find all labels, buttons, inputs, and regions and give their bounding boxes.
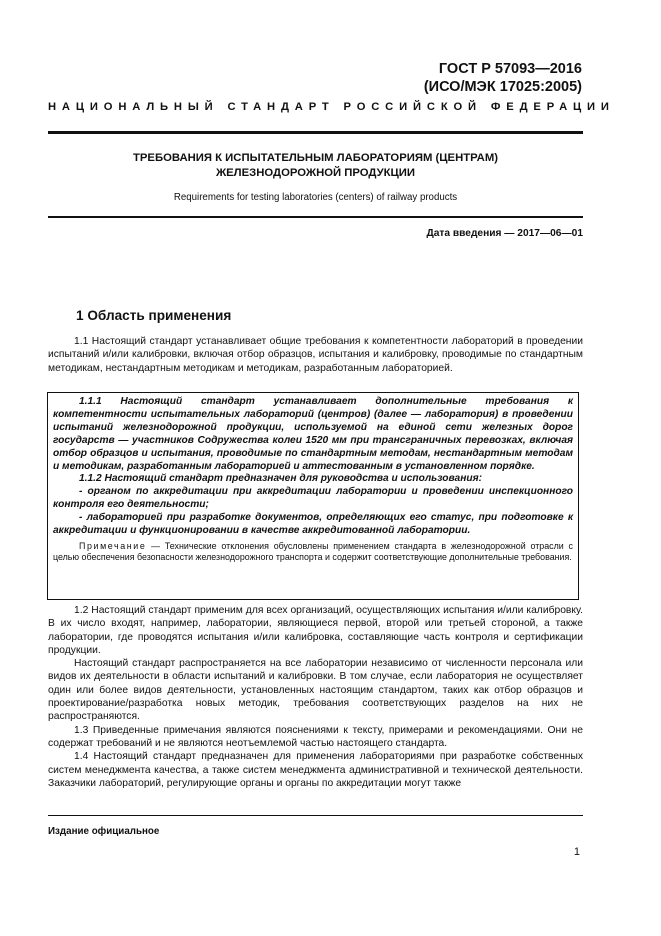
paragraph-1-4: 1.4 Настоящий стандарт предназначен для применения лабораториями при разработке собственных систем менеджмента качества, а также систем менеджмента административной и технической деятельности. Заказчики лабораторий, регулирующие органы и органы по аккредитации могут также: [48, 751, 583, 789]
effective-date: Дата введения — 2017—06—01: [426, 228, 583, 239]
national-standard-banner: НАЦИОНАЛЬНЫЙ СТАНДАРТ РОССИЙСКОЙ ФЕДЕРАЦИИ: [48, 101, 615, 113]
standard-designation: [424, 60, 582, 96]
note: [53, 541, 573, 563]
clauses-1-2-to-1-4: [48, 604, 583, 790]
note-text: — Технические отклонения обусловлены применением стандарта в железнодорожной отрасли с целью обеспечения безопасности железнодорожного транспорта и содержит соответствующие дополнительные требования.: [53, 540, 573, 563]
iso-equivalent: (ИСО/МЭК 17025:2005): [423, 79, 582, 95]
paragraph-1-1-2: 1.1.2 Настоящий стандарт предназначен для руководства и использования:: [79, 473, 482, 485]
title-line-2: ЖЕЛЕЗНОДОРОЖНОЙ ПРОДУКЦИИ: [215, 167, 416, 179]
section-heading: 1 Область применения: [76, 308, 232, 323]
clause-1-1: [48, 335, 583, 375]
paragraph-1-2: 1.2 Настоящий стандарт применим для всех организаций, осуществляющих испытания и/или калибровку. В их число входят, например, лаборатории, являющиеся первой, второй или третьей стороной, а также лаборатории, где проводятся испытания и/или калибровка, составляющие часть контроля и сертификации продукции.: [48, 605, 583, 656]
paragraph-1-3: 1.3 Приведенные примечания являются пояснениями к тексту, примерами и рекомендациями. Они не содержат требований и не являются неотъемлемой частью настоящего стандарта.: [48, 724, 583, 749]
english-title: Requirements for testing laboratories (centers) of railway products: [173, 192, 458, 203]
footer-divider: [48, 815, 583, 816]
bullet-accreditation-body: - органом по аккредитации при аккредитации лаборатории и проведении инспекционного контроля его деятельности;: [53, 486, 573, 511]
page-number: 1: [573, 846, 580, 858]
official-edition-label: Издание официальное: [48, 826, 160, 837]
header-divider: [48, 131, 583, 134]
paragraph-1-1: 1.1 Настоящий стандарт устанавливает общие требования к компетентности лабораторий в проведении испытаний и/или калибровки, включая отбор образцов, испытания и калибровку, проводимые по стандартным методикам, нестандартным методикам и методикам, разработанным лабораторией.: [48, 336, 583, 374]
bullet-laboratory: - лабораторией при разработке документов, определяющих его статус, при подготовке к аккредитации и функционировании в качестве аккредитованной лаборатории.: [53, 512, 573, 537]
note-label: Примечание: [79, 540, 147, 551]
box-text: [53, 396, 573, 538]
paragraph-1-2-continued: Настоящий стандарт распространяется на все лаборатории независимо от численности персонала или видов их деятельности в области испытаний и калибровки. В том случае, если лаборатория не осуществляет один или более видов деятельности, установленных настоящим стандартом, таких как отбор образцов и проектирование/разработка новых методик, требования соответствующих разделов на них не распространяются.: [48, 658, 583, 723]
standard-number: ГОСТ Р 57093—2016: [438, 61, 582, 77]
additional-requirements-box: [47, 392, 579, 600]
title-line-1: ТРЕБОВАНИЯ К ИСПЫТАТЕЛЬНЫМ ЛАБОРАТОРИЯМ (ЦЕНТРАМ): [132, 152, 499, 164]
title-divider: [48, 216, 583, 218]
paragraph-1-1-1: 1.1.1 Настоящий стандарт устанавливает дополнительные требования к компетентности испытательных лабораторий (центров) (далее — лаборатория) в проведении испытаний железнодорожной продукции, используемой на единой сети железных дорог государств — участников Содружества колеи 1520 мм при трансграничных перевозках, включая отбор образцов и испытания, проводимые по стандартным методам, нестандартным методам и методикам, разработанным лабораторией и аттестованным в установленном порядке.: [53, 396, 573, 472]
document-title: [48, 151, 583, 181]
